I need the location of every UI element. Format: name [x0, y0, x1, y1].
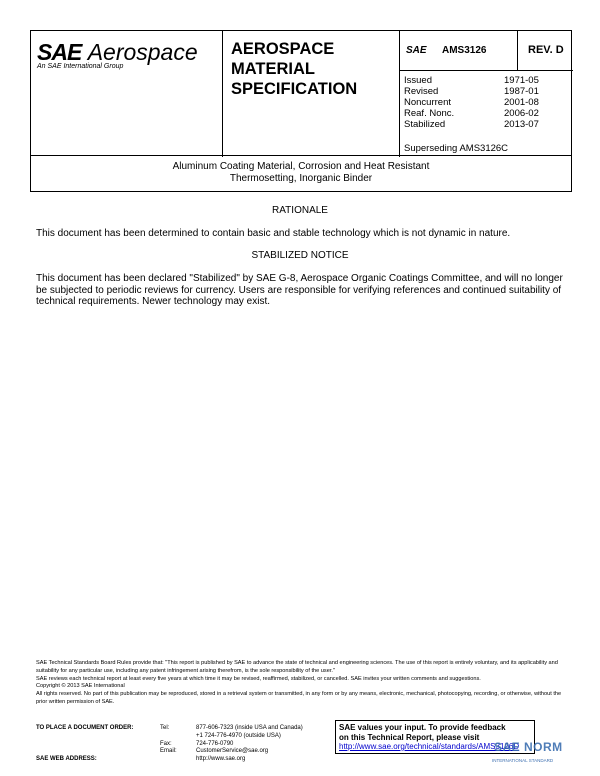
date-label: Issued [404, 75, 432, 86]
date-label: Revised [404, 86, 439, 97]
document-subject [30, 156, 572, 192]
date-value: 2013-07 [504, 119, 539, 130]
sae-aerospace-logo [37, 39, 198, 66]
feedback-line: on this Technical Report, please visit [339, 732, 480, 742]
spec-type-title [231, 39, 401, 99]
order-label: TO PLACE A DOCUMENT ORDER: [36, 725, 134, 731]
spec-title-line: AEROSPACE [231, 40, 335, 58]
email-address: CustomerService@sae.org [196, 748, 269, 755]
sae-mini-logo: SAE [406, 45, 427, 56]
date-value: 2001-08 [504, 97, 539, 108]
tel-label: Tel: [160, 725, 170, 731]
footer-rights: All rights reserved. No part of this publication may be reproduced, stored in a retrieval system or transmitted, in any form or by any means, electronic, mechanical, photocopying, recording, or otherwise, without the prior written permission of SAE. [36, 691, 562, 705]
subject-line: Aluminum Coating Material, Corrosion and Heat Resistant [172, 161, 430, 172]
rationale-text: This document has been determined to contain basic and stable technology which is not dynamic in nature. [36, 228, 511, 239]
revision-cell [517, 31, 573, 71]
sae-norm-watermark: SAE NORM [494, 740, 563, 754]
rationale-heading: RATIONALE [272, 205, 328, 216]
date-label: Noncurrent [404, 97, 451, 108]
date-label: Reaf. Nonc. [404, 108, 455, 119]
logo-tagline: An SAE International Group [37, 63, 124, 70]
footer-board-rules: SAE Technical Standards Board Rules provide that: "This report is published by SAE to advance the state of technical and engineering sciences. The use of this report is entirely voluntary, and its applicability and suitability for any particular use, including any patent infringement arising therefrom, is the sole responsibility of the user." [36, 660, 558, 674]
logo-aerospace: Aerospace [87, 39, 198, 65]
date-value: 2006-02 [504, 108, 539, 119]
watermark-subtext: INTERNATIONAL STANDARD [492, 758, 554, 763]
fax-label: Fax: [160, 740, 172, 747]
stabilized-heading: STABILIZED NOTICE [251, 250, 349, 261]
web-address[interactable]: http://www.sae.org [196, 756, 246, 763]
dates-block [399, 71, 573, 157]
doc-number: AMS3126 [442, 45, 487, 56]
footer-copyright: Copyright © 2013 SAE International [36, 683, 125, 690]
web-label: SAE WEB ADDRESS: [36, 756, 97, 763]
logo-cell [31, 31, 223, 157]
spec-title-line: MATERIAL [231, 60, 316, 78]
fax-number: 724-776-0790 [196, 740, 234, 747]
tel-inside: 877-606-7323 (inside USA and Canada) [196, 725, 303, 731]
date-label: Stabilized [404, 119, 446, 130]
spec-title-line: SPECIFICATION [231, 80, 358, 98]
tel-outside: +1 724-776-4970 (outside USA) [196, 732, 281, 739]
doc-number-cell [399, 31, 517, 71]
superseding-note: Superseding AMS3126C [404, 143, 509, 154]
spec-header [30, 30, 572, 156]
revision-label: REV. D [528, 44, 564, 56]
email-label: Email: [160, 748, 177, 755]
date-value: 1987-01 [504, 86, 539, 97]
date-value: 1971-05 [504, 75, 539, 86]
subject-line: Thermosetting, Inorganic Binder [229, 173, 373, 184]
feedback-link[interactable]: http://www.sae.org/technical/standards/AMS3126D [339, 742, 520, 751]
legal-footer [36, 660, 572, 707]
stabilized-text: This document has been declared "Stabilized" by SAE G-8, Aerospace Organic Coatings Committee, and will no longer be subjected to periodic reviews for currency. Users are responsible for verifying references and continued suitability of technical requirements. Newer technology may exist. [36, 273, 563, 307]
logo-sae: SAE [37, 39, 82, 65]
feedback-line: SAE values your input. To provide feedback [339, 723, 506, 732]
footer-review-note: SAE reviews each technical report at least every five years at which time it may be revised, reaffirmed, stabilized, or cancelled. SAE invites your written comments and suggestions. [36, 675, 481, 682]
